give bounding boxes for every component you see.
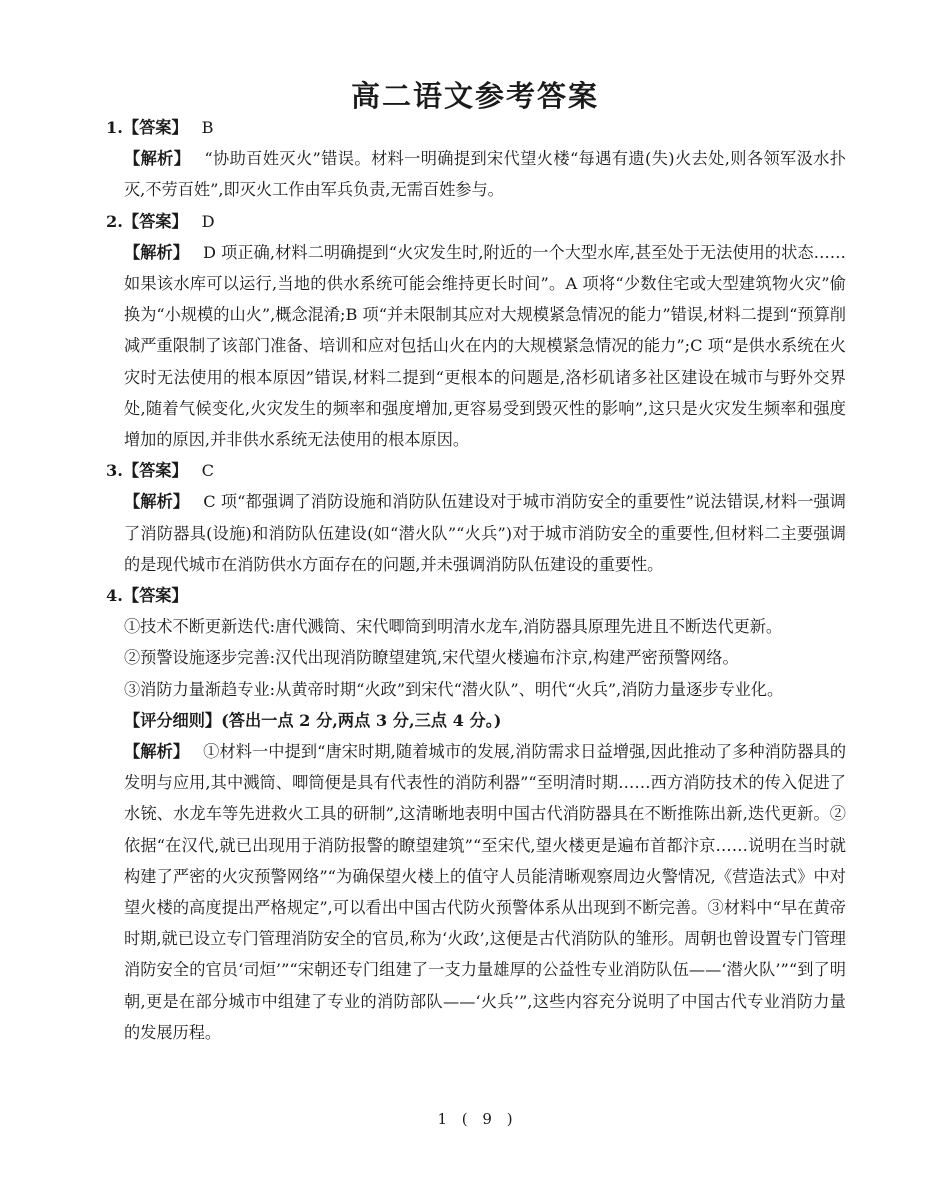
q2-analysis: D 项正确,材料二明确提到“火灾发生时,附近的一个大型水库,甚至处于无法使用的状态……如果该水库可以运行,当地的供水系统可能会维持更长时间”。A 项将“少数住宅或大型建筑物火灾”偷换为“小规模的山火”,概念混淆;B 项“并未限制其应对大规模紧急情况的能力”错误,材料二提到“预算削减严重限制了该部门准备、培训和应对包括山火在内的大规模紧急情况的能力”;C 项“是供水系统在火灾时无法使用的根本原因”错误,材料二提到“更根本的问题是,洛杉矶诸多社区建设在城市与野外交界处,随着气候变化,火灾发生的频率和强度增加,更容易受到毁灭性的影响”,这只是火灾发生频率和强度增加的原因,并非供水系统无法使用的根本原因。 (124, 242, 846, 449)
q1-answer-line (106, 112, 846, 143)
q3-analysis-tag: 【解析】 (124, 492, 190, 512)
q4-point-2: ②预警设施逐步完善:汉代出现消防瞭望建筑,宋代望火楼遍布汴京,构建严密预警网络。 (124, 648, 739, 668)
q3-answer-tag: 【答案】 (122, 461, 188, 481)
q2-answer: D (201, 211, 215, 231)
q4-analysis-paragraph (106, 736, 846, 1048)
q4-number: 4. (106, 586, 123, 605)
q1-answer-tag: 【答案】 (122, 118, 188, 137)
q4-point-3: ③消防力量渐趋专业:从黄帝时期“火政”到宋代“潜火队”、明代“火兵”,消防力量逐步专业化。 (124, 679, 784, 699)
answer-content (106, 112, 846, 1048)
q4-answer-line (106, 580, 846, 611)
q4-scoring-line (106, 705, 846, 736)
q4-point-1: ①技术不断更新迭代:唐代溅筒、宋代唧筒到明清水龙车,消防器具原理先进且不断迭代更新。 (124, 617, 783, 637)
q3-answer-line (106, 455, 846, 486)
q2-analysis-paragraph (106, 237, 846, 455)
q2-answer-tag: 【答案】 (122, 211, 188, 231)
q4-scoring-tag: 【评分细则】 (124, 710, 222, 730)
q1-analysis-paragraph (106, 143, 846, 205)
page-number: 1 (437, 1110, 447, 1128)
q4-analysis-tag: 【解析】 (124, 741, 190, 761)
q4-answer-tag: 【答案】 (122, 586, 188, 605)
q1-number: 1. (106, 118, 123, 137)
q3-answer: C (201, 461, 215, 481)
q3-analysis: C 项“都强调了消防设施和消防队伍建设对于城市消防安全的重要性”说法错误,材料一强调了消防器具(设施)和消防队伍建设(如“潜火队”“火兵”)对于城市消防安全的重要性,但材料二主要强调的是现代城市在消防供水方面存在的问题,并未强调消防队伍建设的重要性。 (124, 492, 846, 574)
q2-analysis-tag: 【解析】 (124, 242, 189, 262)
q3-number: 3. (106, 461, 123, 481)
q3-analysis-paragraph (106, 486, 846, 580)
q4-scoring: (答出一点 2 分,两点 3 分,三点 4 分。) (221, 710, 502, 730)
page-title: 高二语文参考答案 (350, 79, 599, 113)
q1-analysis: “协助百姓灭火”错误。材料一明确提到宋代望火楼“每遇有遗(失)火去处,则各领军汲水扑灭,不劳百姓”,即灭火工作由军兵负责,无需百姓参与。 (124, 149, 846, 200)
q1-analysis-tag: 【解析】 (124, 149, 191, 169)
page-footer (0, 1110, 950, 1128)
q2-number: 2. (106, 211, 123, 231)
page-total: ( 9 ) (461, 1110, 513, 1128)
q1-answer: B (201, 118, 214, 137)
q4-analysis: ①材料一中提到“唐宋时期,随着城市的发展,消防需求日益增强,因此推动了多种消防器具的发明与应用,其中溅筒、唧筒便是具有代表性的消防利器”“至明清时期……西方消防技术的传入促进了水铳、水龙车等先进救火工具的研制”,这清晰地表明中国古代消防器具在不断推陈出新,迭代更新。②依据“在汉代,就已出现用于消防报警的瞭望建筑”“至宋代,望火楼更是遍布首都汴京……说明在当时就构建了严密的火灾预警网络”“为确保望火楼上的值守人员能清晰观察周边火警情况,《营造法式》中对望火楼的高度提出严格规定”,可以看出中国古代防火预警体系从出现到不断完善。③材料中“早在黄帝时期,就已设立专门管理消防安全的官员,称为‘火政’,这便是古代消防队的雏形。周朝也曾设置专门管理消防安全的官员‘司烜’”“宋朝还专门组建了一支力量雄厚的公益性专业消防队伍——‘潜火队’”“到了明朝,更是在部分城市中组建了专业的消防部队——‘火兵’”,这些内容充分说明了中国古代专业消防力量的发展历程。 (124, 741, 847, 1042)
q2-answer-line (106, 206, 846, 237)
